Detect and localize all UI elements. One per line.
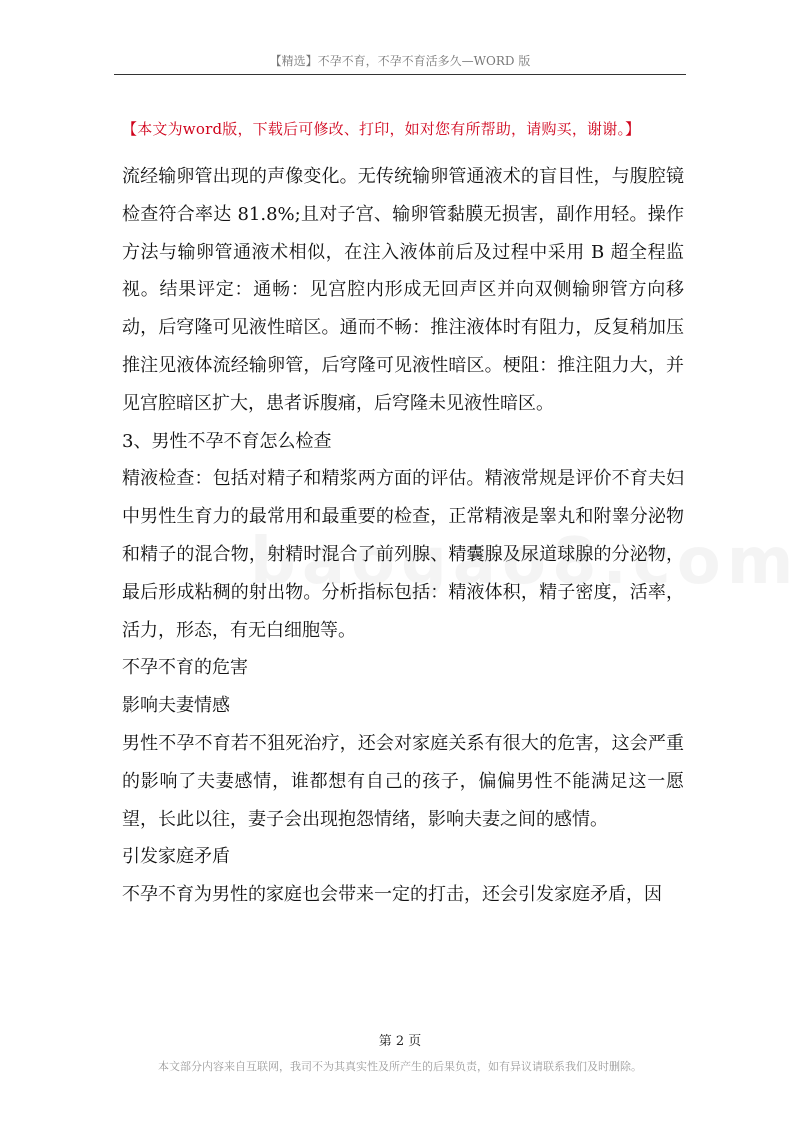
section-heading-male-exam: 3、男性不孕不育怎么检查 bbox=[122, 430, 332, 452]
paragraph-marital-feelings: 男性不孕不育若不狙死治疗，还会对家庭关系有很大的危害，这会严重的影响了夫妻感情，谁都想有自己的孩子，偏偏男性不能满足这一愿望，长此以往，妻子会出现抱怨情绪，影响夫妻之间的感情。 bbox=[122, 732, 684, 830]
page-number: 第 2 页 bbox=[378, 1034, 422, 1049]
paragraph-hsg-description: 流经输卵管出现的声像变化。无传统输卵管通液术的盲目性，与腹腔镜检查符合率达 81.8%;且对子宫、输卵管黏膜无损害，副作用轻。操作方法与输卵管通液术相似，在注入液体前后及过程中采用 B 超全程监视。结果评定：通畅：见宫腔内形成无回声区并向双侧输卵管方向移动，后穹隆可见液性暗区。通而不畅：推注液体时有阻力，反复稍加压推注见液体流经输卵管，后穹隆可见液性暗区。梗阻：推注阻力大，并见宫腔暗区扩大，患者诉腹痛，后穹隆未见液性暗区。 bbox=[122, 166, 684, 414]
paragraph-family-conflict: 不孕不育为男性的家庭也会带来一定的打击，还会引发家庭矛盾，因 bbox=[122, 884, 662, 906]
page-header: 【精选】不孕不育，不孕不育活多久—WORD 版 bbox=[269, 54, 531, 68]
page-footer-disclaimer: 本文部分内容来自互联网，我司不为其真实性及所产生的后果负责，如有异议请联系我们及时删除。 bbox=[158, 1060, 642, 1073]
paragraph-semen-analysis: 精液检查：包括对精子和精浆两方面的评估。精液常规是评价不育夫妇中男性生育力的最常用和最重要的检查，正常精液是睾丸和附睾分泌物和精子的混合物，射精时混合了前列腺、精囊腺及尿道球腺的分泌物，最后形成粘稠的射出物。分析指标包括：精液体积，精子密度，活率，活力，形态，有无白细胞等。 bbox=[122, 468, 684, 641]
subheading-marital-feelings: 影响夫妻情感 bbox=[122, 695, 230, 717]
header-divider bbox=[114, 74, 686, 75]
document-body bbox=[122, 158, 684, 914]
download-notice: 【本文为word版，下载后可修改、打印，如对您有所帮助，请购买，谢谢。】 bbox=[122, 120, 641, 138]
subheading-family-conflict: 引发家庭矛盾 bbox=[122, 846, 230, 868]
section-heading-harms: 不孕不育的危害 bbox=[122, 657, 248, 679]
